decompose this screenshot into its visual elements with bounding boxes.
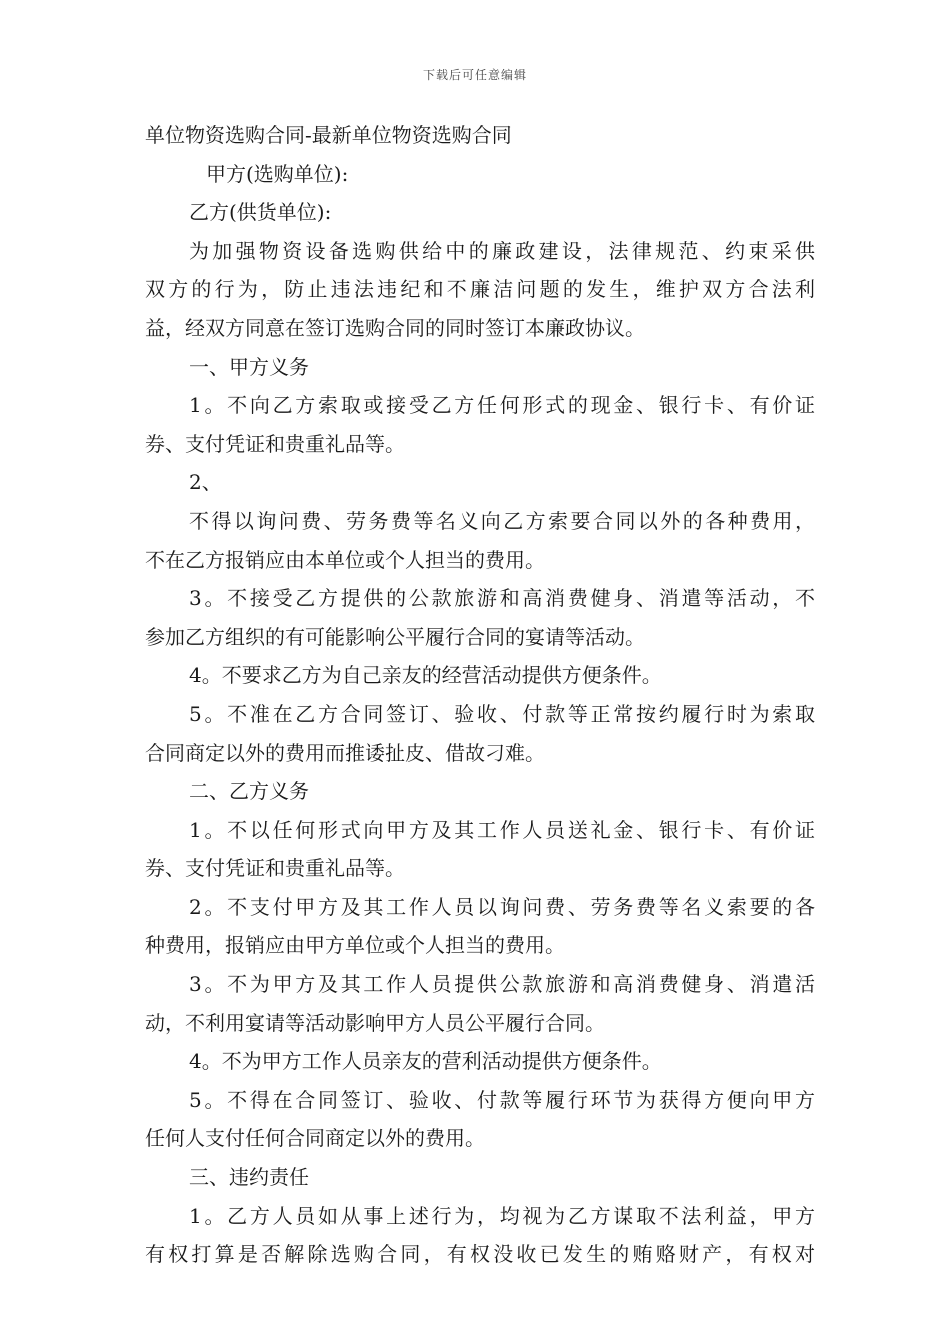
paragraph-line: 5。不得在合同签订、验收、付款等履行环节为获得方便向甲方	[189, 1087, 815, 1112]
paragraph-line: 合同商定以外的费用而推诿扯皮、借故刁难。	[145, 740, 545, 765]
paragraph-line: 双方的行为，防止违法违纪和不廉洁问题的发生，维护双方合法利	[145, 277, 815, 302]
paragraph-line: 2、	[189, 470, 222, 495]
paragraph-line: 5。不准在乙方合同签订、验收、付款等正常按约履行时为索取	[189, 701, 815, 726]
paragraph-line: 动，不利用宴请等活动影响甲方人员公平履行合同。	[145, 1010, 605, 1035]
section-heading: 一、甲方义务	[189, 354, 309, 379]
paragraph-line: 种费用，报销应由甲方单位或个人担当的费用。	[145, 933, 565, 958]
paragraph-line: 有权打算是否解除选购合同，有权没收已发生的贿赂财产，有权对	[145, 1242, 815, 1267]
document-title: 单位物资选购合同-最新单位物资选购合同	[145, 123, 512, 147]
paragraph-line: 任何人支付任何合同商定以外的费用。	[145, 1126, 485, 1151]
paragraph-line: 2。不支付甲方及其工作人员以询问费、劳务费等名义索要的各	[189, 894, 815, 919]
party-a-line: 甲方(选购单位):	[206, 161, 349, 186]
paragraph-line: 券、支付凭证和贵重礼品等。	[145, 856, 405, 881]
paragraph-line: 3。不接受乙方提供的公款旅游和高消费健身、消遣等活动，不	[189, 586, 815, 611]
paragraph-line: 1。不向乙方索取或接受乙方任何形式的现金、银行卡、有价证	[189, 393, 815, 418]
paragraph-line: 券、支付凭证和贵重礼品等。	[145, 431, 405, 456]
paragraph-line: 3。不为甲方及其工作人员提供公款旅游和高消费健身、消遣活	[189, 972, 815, 997]
paragraph-line: 1。不以任何形式向甲方及其工作人员送礼金、银行卡、有价证	[189, 817, 815, 842]
header-note: 下载后可任意编辑	[422, 68, 527, 82]
section-heading: 二、乙方义务	[189, 779, 309, 804]
paragraph-line: 不在乙方报销应由本单位或个人担当的费用。	[145, 547, 545, 572]
document-body	[145, 116, 815, 1274]
paragraph-line: 参加乙方组织的有可能影响公平履行合同的宴请等活动。	[145, 624, 645, 649]
paragraph-line: 1。乙方人员如从事上述行为，均视为乙方谋取不法利益，甲方	[189, 1203, 815, 1228]
paragraph-line: 不得以询问费、劳务费等名义向乙方索要合同以外的各种费用，	[189, 508, 815, 533]
paragraph-line: 4。不要求乙方为自己亲友的经营活动提供方便条件。	[189, 663, 662, 688]
paragraph-line: 益，经双方同意在签订选购合同的同时签订本廉政协议。	[145, 315, 645, 340]
party-b-line: 乙方(供货单位):	[189, 200, 332, 225]
paragraph-line: 4。不为甲方工作人员亲友的营利活动提供方便条件。	[189, 1049, 662, 1074]
paragraph-line: 为加强物资设备选购供给中的廉政建设，法律规范、约束采供	[189, 238, 815, 263]
section-heading: 三、违约责任	[189, 1165, 309, 1190]
